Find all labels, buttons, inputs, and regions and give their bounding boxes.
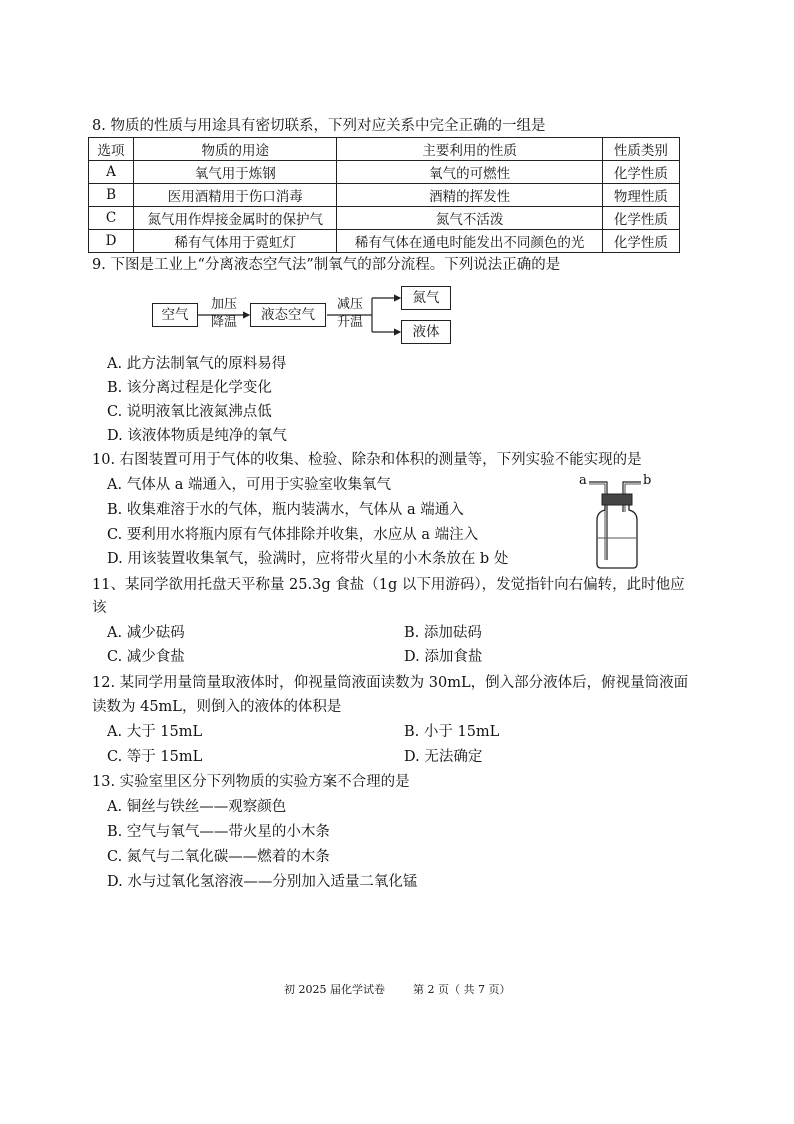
table-cell: 稀有气体在通电时能发出不同颜色的光 — [337, 230, 602, 253]
table-cell: 化学性质 — [602, 207, 679, 230]
q12-option-a: A. 大于 15mL — [107, 724, 203, 740]
q9-option-b: B. 该分离过程是化学变化 — [107, 380, 272, 396]
flow-arrows — [0, 0, 794, 400]
q8-stem: 8. 物质的性质与用途具有密切联系，下列对应关系中完全正确的一组是 — [92, 118, 546, 134]
q12-option-d: D. 无法确定 — [404, 749, 483, 765]
table-cell: 化学性质 — [602, 161, 679, 184]
q13-option-a: A. 铜丝与铁丝——观察颜色 — [107, 799, 287, 815]
table-cell: 酒精的挥发性 — [337, 184, 602, 207]
port-a-label: a — [579, 473, 587, 488]
q13-option-b: B. 空气与氧气——带火星的小木条 — [107, 824, 330, 840]
flow-box-liquid-air: 液态空气 — [250, 303, 326, 327]
table-cell: 氮气不活泼 — [337, 207, 602, 230]
q10-option-b: B. 收集难溶于水的气体，瓶内装满水，气体从 a 端通入 — [107, 502, 464, 518]
q13-option-c: C. 氮气与二氧化碳——燃着的木条 — [107, 849, 330, 865]
table-cell: 氮气用作焊接金属时的保护气 — [134, 207, 337, 230]
q10-option-a: A. 气体从 a 端通入，可用于实验室收集氧气 — [107, 477, 392, 493]
table-cell: 化学性质 — [602, 230, 679, 253]
q10-stem: 10. 右图装置可用于气体的收集、检验、除杂和体积的测量等，下列实验不能实现的是 — [92, 452, 642, 468]
port-b-label: b — [643, 473, 652, 488]
table-cell: 氧气用于炼钢 — [134, 161, 337, 184]
q11-option-c: C. 减少食盐 — [107, 649, 185, 665]
table-cell: 稀有气体用于霓虹灯 — [134, 230, 337, 253]
flow-box-nitrogen: 氮气 — [401, 286, 451, 310]
table-cell: 氧气的可燃性 — [337, 161, 602, 184]
flow-step2-bottom: 升温 — [336, 315, 363, 330]
q11-option-b: B. 添加砝码 — [404, 625, 482, 641]
flow-step1-top: 加压 — [210, 297, 237, 312]
q11-option-d: D. 添加食盐 — [404, 649, 483, 665]
q12-option-c: C. 等于 15mL — [107, 749, 203, 765]
table-cell: 医用酒精用于伤口消毒 — [134, 184, 337, 207]
table-cell: C — [89, 207, 134, 230]
q8-header-use: 物质的用途 — [134, 138, 337, 161]
q12-stem-line1: 12. 某同学用量筒量取液体时，仰视量筒液面读数为 30mL，倒入部分液体后，俯视量筒液面 — [92, 675, 689, 691]
table-cell: A — [89, 161, 134, 184]
q10-gas-bottle-diagram — [575, 472, 675, 572]
q12-stem-line2: 读数为 45mL，则倒入的液体的体积是 — [92, 699, 342, 715]
flow-box-liquid: 液体 — [401, 320, 451, 344]
q9-option-c: C. 说明液氧比液氮沸点低 — [107, 404, 272, 420]
flow-box-air: 空气 — [152, 303, 198, 327]
flow-step2-top: 减压 — [336, 297, 363, 312]
table-cell: B — [89, 184, 134, 207]
gas-bottle-icon — [575, 472, 675, 572]
footer-title: 初 2025 届化学试卷 — [284, 983, 385, 996]
q12-option-b: B. 小于 15mL — [404, 724, 500, 740]
q8-header-property: 主要利用的性质 — [337, 138, 602, 161]
table-cell: 物理性质 — [602, 184, 679, 207]
q9-option-a: A. 此方法制氧气的原料易得 — [107, 356, 287, 372]
q10-option-d: D. 用该装置收集氧气，验满时，应将带火星的小木条放在 b 处 — [107, 551, 509, 567]
table-cell: D — [89, 230, 134, 253]
q9-stem: 9. 下图是工业上“分离液态空气法”制氧气的部分流程。下列说法正确的是 — [92, 257, 561, 273]
q10-option-c: C. 要利用水将瓶内原有气体排除并收集，水应从 a 端注入 — [107, 527, 479, 543]
footer-page-number: 第 2 页（ 共 7 页） — [413, 983, 511, 996]
q11-stem-line2: 该 — [92, 600, 107, 616]
q11-stem-line1: 11、某同学欲用托盘天平称量 25.3g 食盐（1g 以下用游码），发觉指针向右偏转，此时他应 — [92, 577, 685, 593]
q9-option-d: D. 该液体物质是纯净的氧气 — [107, 428, 287, 444]
q11-option-a: A. 减少砝码 — [107, 625, 185, 641]
q13-stem: 13. 实验室里区分下列物质的实验方案不合理的是 — [92, 774, 410, 790]
q8-header-option: 选项 — [89, 138, 134, 161]
flow-step1-bottom: 降温 — [210, 315, 237, 330]
q13-option-d: D. 水与过氧化氢溶液——分别加入适量二氧化锰 — [107, 874, 418, 890]
q8-header-category: 性质类别 — [602, 138, 679, 161]
